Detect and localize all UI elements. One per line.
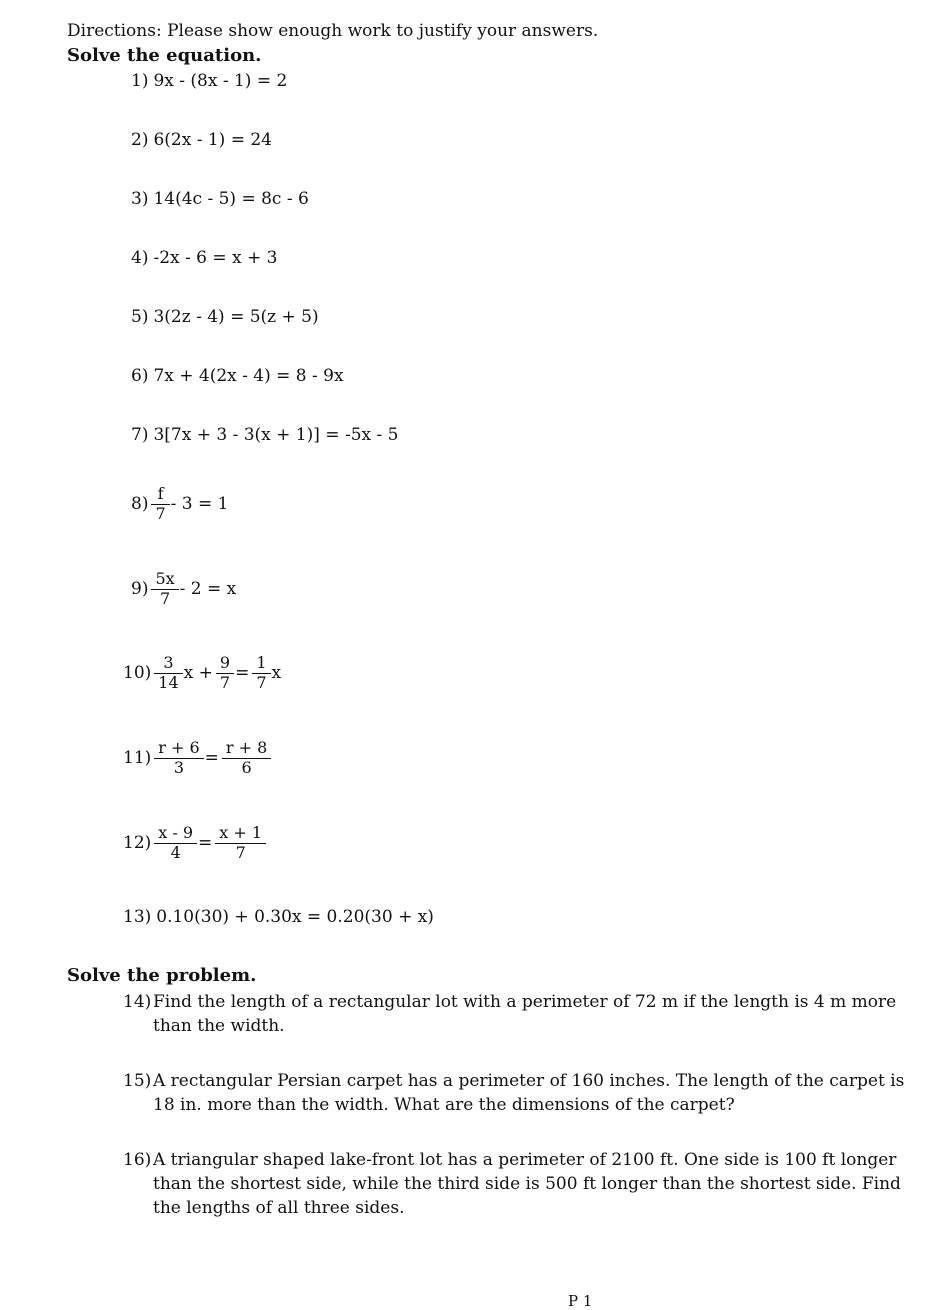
fraction: $\frac{x + 1}{7}$ — [217, 825, 264, 862]
section-heading-problems: Solve the problem. — [67, 965, 257, 986]
fraction: $\frac{r + 6}{3}$ — [156, 740, 201, 777]
fraction: $\frac{9}{7}$ — [218, 655, 232, 692]
equation-item: 3) 14(4c - 5) = 8c - 6 — [131, 189, 309, 209]
equation-item: 7) 3[7x + 3 - 3(x + 1)] = -5x - 5 — [131, 425, 399, 445]
equation-item: 11) $\frac{r + 6}{3}$ = $\frac{r + 8}{6}$ — [123, 740, 272, 777]
equation-item: 8) $\frac{f}{7}$ - 3 = 1 — [131, 484, 229, 523]
fraction: $\frac{f}{7}$ — [153, 486, 167, 523]
equation-item: 6) 7x + 4(2x - 4) = 8 - 9x — [131, 366, 344, 386]
equation-item: 4) -2x - 6 = x + 3 — [131, 248, 278, 268]
word-problem: 16) A triangular shaped lake-front lot has a perimeter of 2100 ft. One side is 100 ft longer than the shortest side, while the third side is 500 ft longer than the shortest side. Find the lengths of all three sides. — [123, 1150, 901, 1218]
section-heading-equations: Solve the equation. — [67, 45, 262, 66]
equation-item: 13) 0.10(30) + 0.30x = 0.20(30 + x) — [123, 907, 434, 927]
fraction: $\frac{r + 8}{6}$ — [224, 740, 269, 777]
equation-item: 12) $\frac{x - 9}{4}$ = $\frac{x + 1}{7}$ — [123, 825, 267, 862]
word-problem: 15) A rectangular Persian carpet has a perimeter of 160 inches. The length of the carpet is 18 in. more than the width. What are the dimensions of the carpet? — [123, 1071, 905, 1115]
fraction: $\frac{3}{14}$ — [156, 655, 180, 692]
equation-item: 9) $\frac{5x}{7}$ - 2 = x — [131, 569, 237, 608]
equation-item: 1) 9x - (8x - 1) = 2 — [131, 71, 288, 91]
fraction: $\frac{1}{7}$ — [254, 655, 268, 692]
page-number: P 1 — [568, 1292, 593, 1310]
equation-item: 2) 6(2x - 1) = 24 — [131, 130, 272, 150]
word-problem: 14) Find the length of a rectangular lot with a perimeter of 72 m if the length is 4 m more than the width. — [123, 992, 897, 1036]
fraction: $\frac{5x}{7}$ — [153, 571, 176, 608]
directions-text: Directions: Please show enough work to justify your answers. — [67, 21, 599, 41]
equation-item: 5) 3(2z - 4) = 5(z + 5) — [131, 307, 319, 327]
fraction: $\frac{x - 9}{4}$ — [156, 825, 195, 862]
equation-item: 10) $\frac{3}{14}$ x + $\frac{9}{7}$ = $\frac{1}{7}$ x — [123, 653, 282, 692]
